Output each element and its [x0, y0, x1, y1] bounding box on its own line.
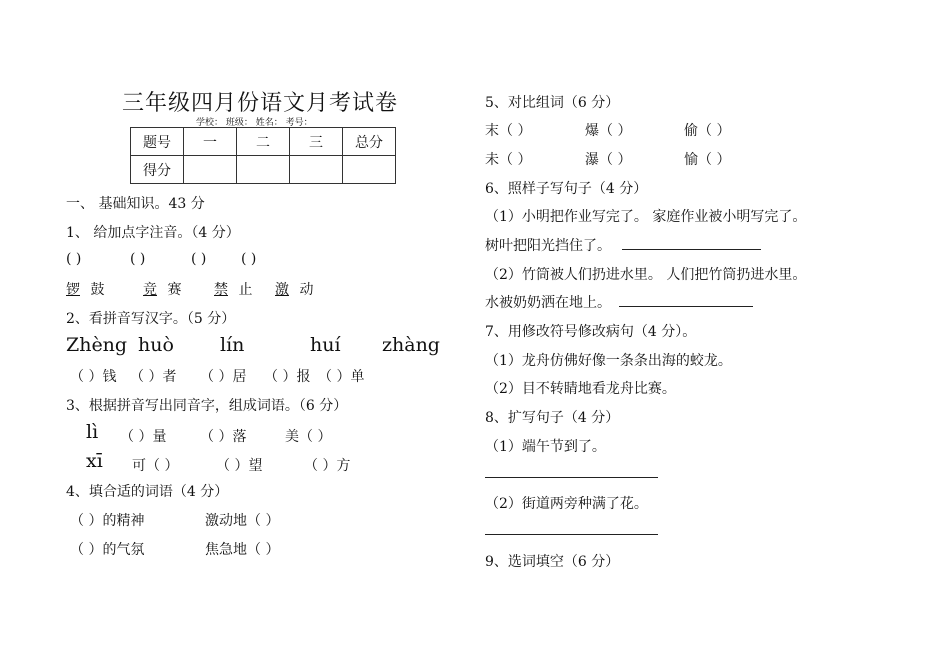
score-table [130, 127, 396, 184]
score-table-cell: 总分 [343, 128, 396, 156]
question-7: 7、用修改符号修改病句（4 分）。 [485, 324, 697, 340]
score-table-cell: 得分 [131, 156, 184, 184]
q8-sentence: （2）街道两旁种满了花。 [485, 496, 648, 512]
q2-char-blank[interactable]: （ ）钱 [70, 369, 117, 385]
word-char: 赛 [167, 282, 182, 298]
question-1: 1、 给加点字注音。（4 分） [66, 225, 240, 241]
score-table-header-row [131, 128, 396, 156]
question-5: 5、对比组词（6 分） [485, 95, 620, 111]
pinyin: lín [220, 334, 245, 356]
q1-paren[interactable]: ( ) [241, 251, 257, 267]
score-entry-cell[interactable] [343, 156, 396, 184]
q6-sentence: 水被奶奶洒在地上。 [485, 295, 611, 311]
q2-char-blank[interactable]: （ ）居 [200, 369, 247, 385]
question-9: 9、选词填空（6 分） [485, 554, 620, 570]
question-4: 4、填合适的词语（4 分） [66, 484, 229, 500]
q4-blank[interactable]: （ ）的精神 [70, 513, 145, 529]
pinyin: xī [86, 450, 103, 472]
score-table-cell: 一 [184, 128, 237, 156]
q3-blank[interactable]: （ ）望 [216, 458, 263, 474]
q1-word [214, 279, 252, 299]
answer-line[interactable] [485, 477, 658, 478]
q8-sentence: （1）端午节到了。 [485, 439, 606, 455]
pinyin: huò [138, 334, 174, 356]
score-table-score-row [131, 156, 396, 184]
score-table-cell: 二 [237, 128, 290, 156]
q2-char-blank[interactable]: （ ）单 [318, 369, 365, 385]
q4-blank[interactable]: 焦急地（ ） [205, 542, 280, 558]
q3-blank[interactable]: （ ）方 [304, 458, 351, 474]
q2-char-blank[interactable]: （ ）报 [264, 369, 311, 385]
question-2: 2、看拼音写汉字。（5 分） [66, 311, 236, 327]
answer-line[interactable] [485, 534, 658, 535]
score-table-cell: 三 [290, 128, 343, 156]
dotted-char: 激 [275, 282, 289, 298]
q4-blank[interactable]: 激动地（ ） [205, 513, 280, 529]
question-3: 3、根据拼音写出同音字，组成词语。（6 分） [66, 398, 348, 414]
q5-blank[interactable]: 末（ ） [485, 123, 532, 139]
q7-sentence: （2）目不转睛地看龙舟比赛。 [485, 381, 676, 397]
section-basic-knowledge: 一、 基础知识。43 分 [66, 196, 205, 212]
answer-line[interactable] [619, 306, 753, 307]
q2-char-blank[interactable]: （ ）者 [130, 369, 177, 385]
answer-line[interactable] [622, 249, 761, 250]
q4-blank[interactable]: （ ）的气氛 [70, 542, 145, 558]
q3-blank[interactable]: 可（ ） [132, 458, 179, 474]
q6-example: （1）小明把作业写完了。 家庭作业被小明写完了。 [485, 209, 807, 225]
student-info-line: 学校： 班级： 姓名： 考号： [196, 118, 313, 128]
dotted-char: 禁 [214, 282, 228, 298]
score-entry-cell[interactable] [184, 156, 237, 184]
q3-blank[interactable]: （ ）落 [200, 429, 247, 445]
q5-blank[interactable]: 偷（ ） [684, 123, 731, 139]
q5-blank[interactable]: 愉（ ） [684, 152, 731, 168]
pinyin: lì [86, 421, 99, 443]
q5-blank[interactable]: 未（ ） [485, 152, 532, 168]
score-table-cell: 题号 [131, 128, 184, 156]
question-8: 8、扩写句子（4 分） [485, 410, 620, 426]
word-char: 动 [299, 282, 314, 298]
pinyin: Zhèng [66, 334, 128, 356]
question-6: 6、照样子写句子（4 分） [485, 181, 648, 197]
q3-blank[interactable]: （ ）量 [120, 429, 167, 445]
word-char: 鼓 [90, 282, 105, 298]
word-char: 止 [238, 282, 253, 298]
q1-paren[interactable]: ( ) [191, 251, 207, 267]
pinyin: zhàng [382, 334, 440, 356]
dotted-char: 竞 [143, 282, 157, 298]
score-entry-cell[interactable] [237, 156, 290, 184]
q6-sentence: 树叶把阳光挡住了。 [485, 238, 611, 254]
pinyin: huí [310, 334, 341, 356]
q1-word [66, 279, 104, 299]
q1-paren[interactable]: ( ) [130, 251, 146, 267]
q5-blank[interactable]: 瀑（ ） [585, 152, 632, 168]
score-entry-cell[interactable] [290, 156, 343, 184]
q1-word [143, 279, 181, 299]
exam-title: 三年级四月份语文月考试卷 [122, 91, 399, 116]
q6-example: （2）竹筒被人们扔进水里。 人们把竹筒扔进水里。 [485, 267, 807, 283]
q7-sentence: （1）龙舟仿佛好像一条条出海的蛟龙。 [485, 353, 732, 369]
q1-paren[interactable]: ( ) [66, 251, 82, 267]
q1-word [275, 279, 313, 299]
q3-blank[interactable]: 美（ ） [285, 429, 332, 445]
q5-blank[interactable]: 爆（ ） [585, 123, 632, 139]
dotted-char: 锣 [66, 282, 80, 298]
